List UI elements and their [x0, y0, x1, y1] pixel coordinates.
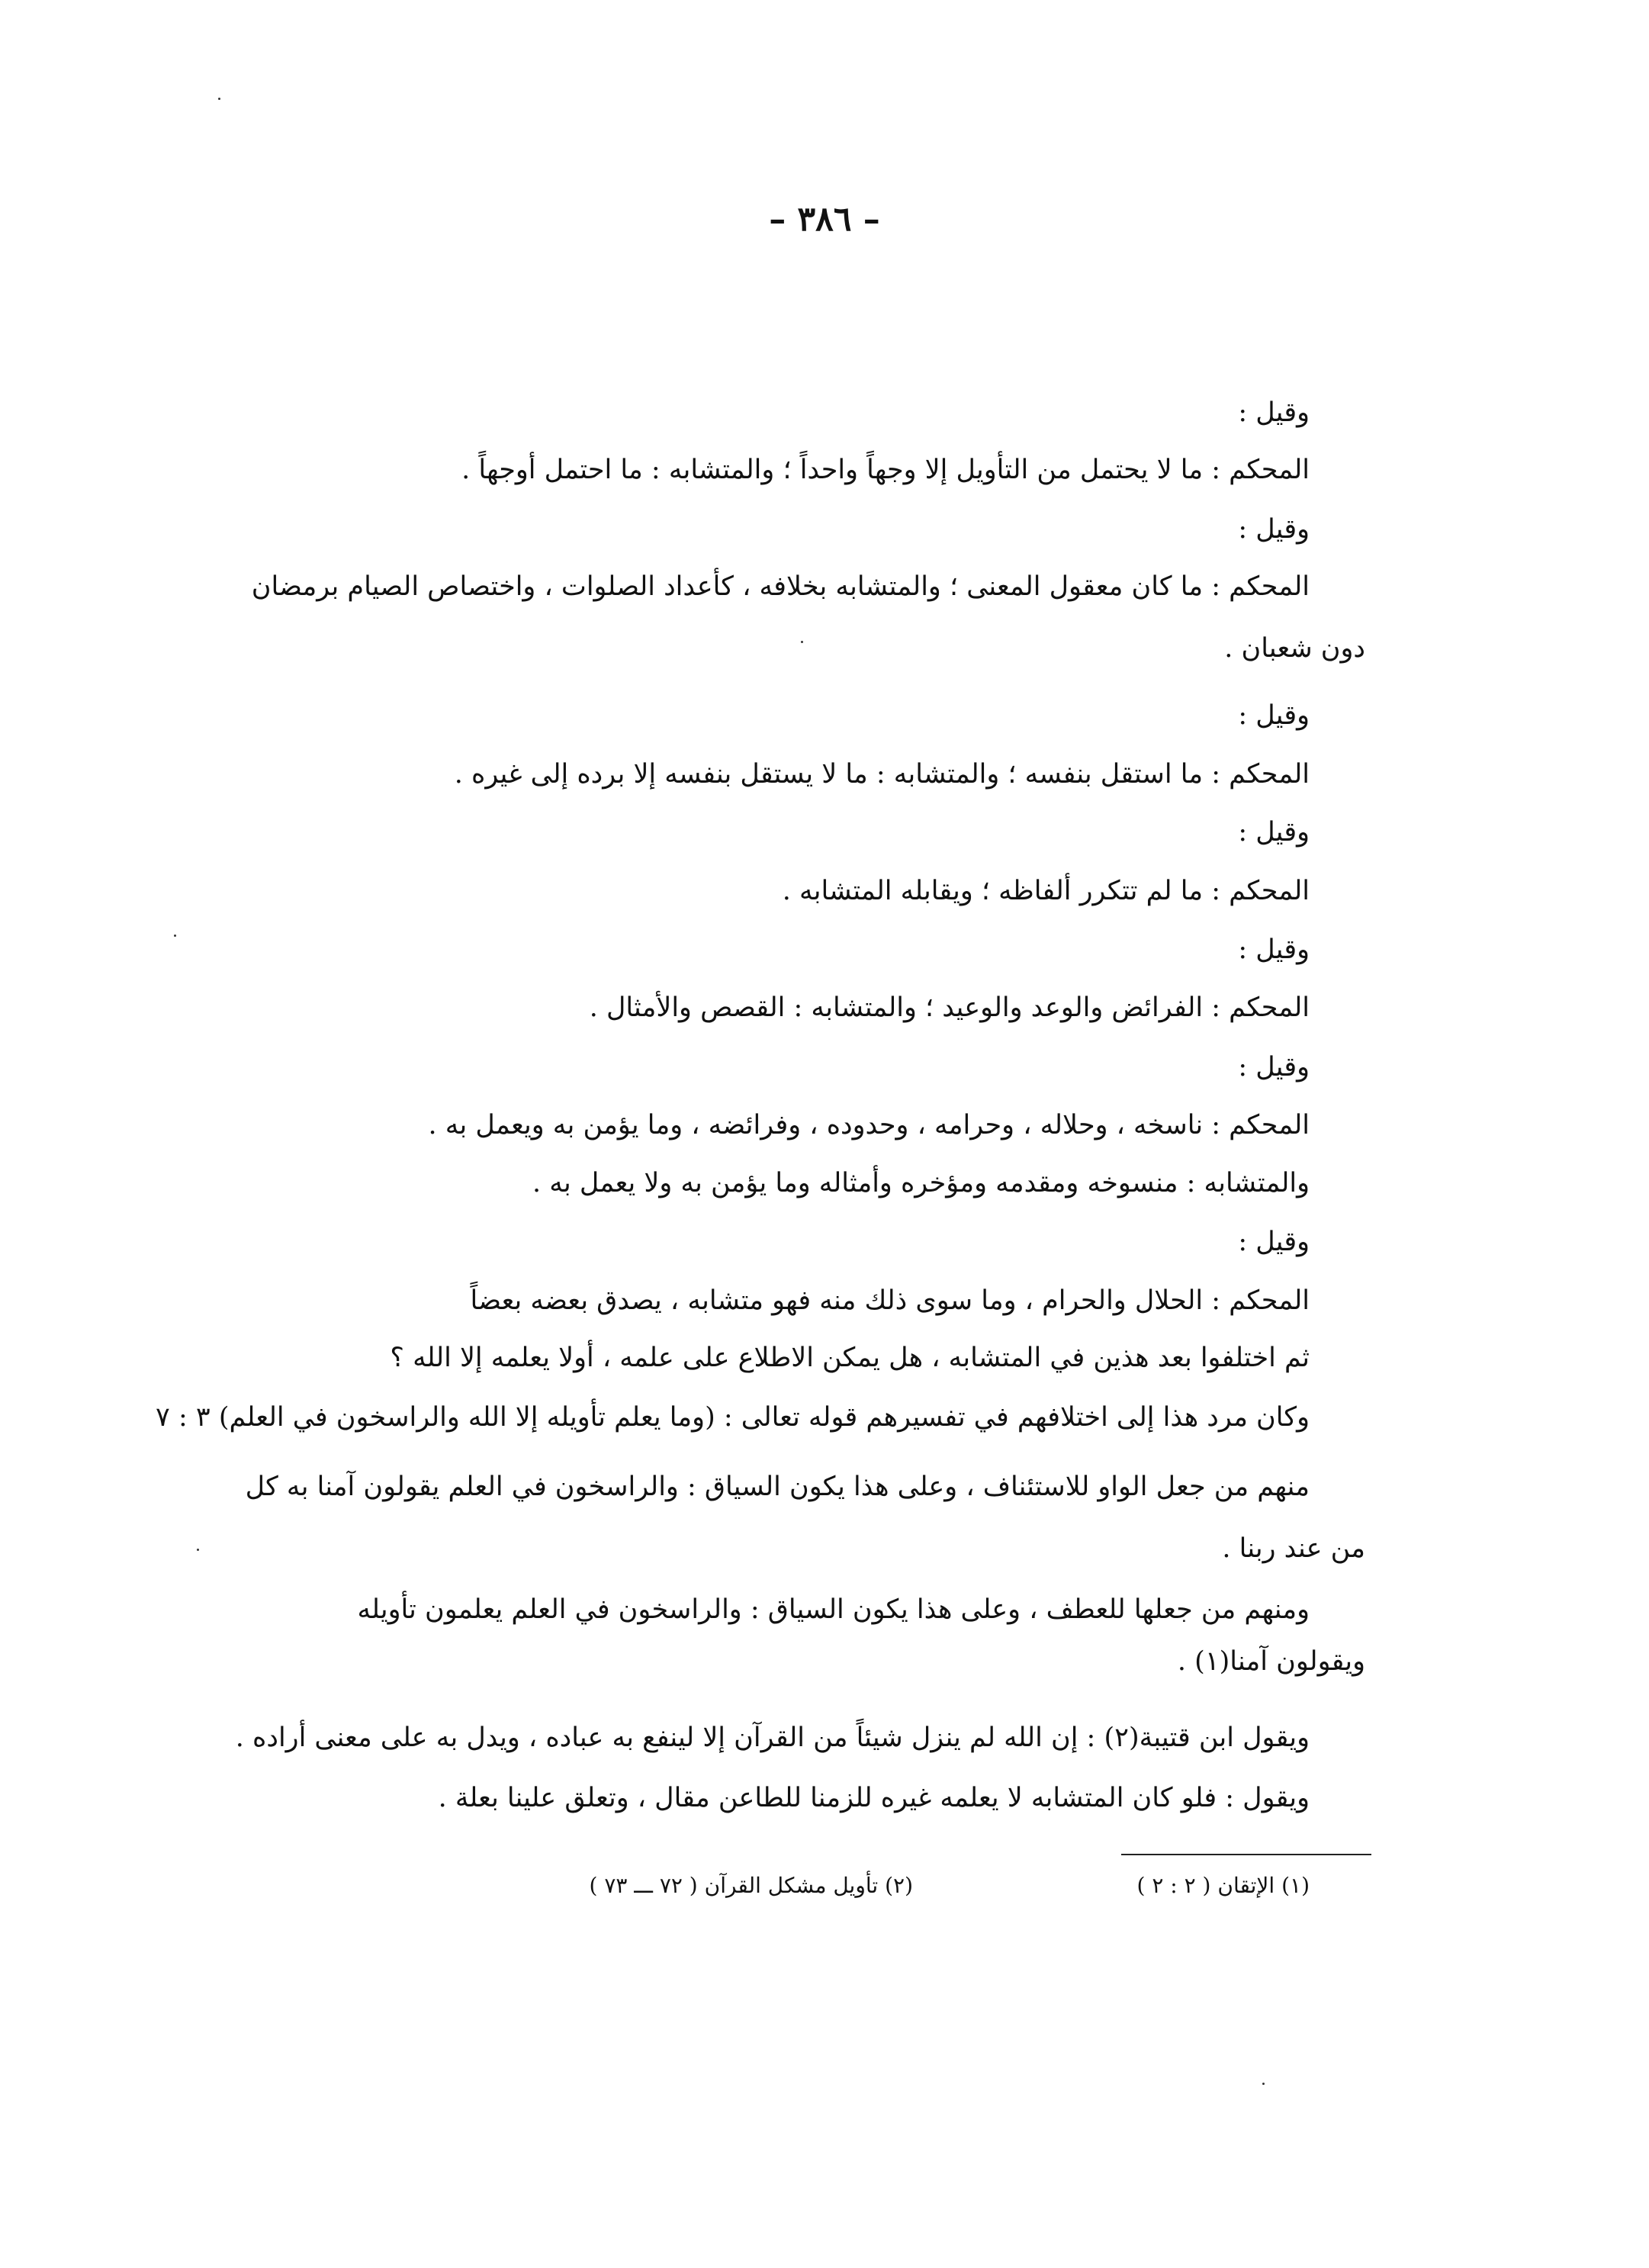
text-line: من عند ربنا .: [1222, 1533, 1365, 1564]
text-line: ثم اختلفوا بعد هذين في المتشابه ، هل يمكن الاطلاع على علمه ، أولا يعلمه إلا الله ؟: [390, 1343, 1310, 1373]
text-line: وقيل :: [1238, 397, 1310, 428]
footnote-separator: [1121, 1854, 1371, 1855]
scan-speck: [218, 98, 220, 100]
text-line: وكان مرد هذا إلى اختلافهم في تفسيرهم قوله تعالى : (وما يعلم تأويله إلا الله والراسخون في العلم) ٣ : ٧: [156, 1402, 1310, 1433]
text-line: المحكم : ناسخه ، وحلاله ، وحرامه ، وحدوده ، وفرائضه ، وما يؤمن به ويعمل به .: [428, 1110, 1310, 1140]
text-line: المحكم : ما لا يحتمل من التأويل إلا وجهاً واحداً ؛ والمتشابه : ما احتمل أوجهاً .: [461, 455, 1310, 485]
footnote: (٢) تأويل مشكل القرآن ( ٧٢ ـــ ٧٣ ): [589, 1873, 913, 1898]
scan-speck: [1262, 2083, 1265, 2085]
footnote: (١) الإتقان ( ٢ : ٢ ): [1136, 1873, 1310, 1898]
text-line: المحكم : ما استقل بنفسه ؛ والمتشابه : ما لا يستقل بنفسه إلا برده إلى غيره .: [454, 759, 1310, 790]
scan-speck: [174, 935, 176, 937]
scan-speck: [801, 641, 803, 643]
text-line: المحكم : الحلال والحرام ، وما سوى ذلك منه فهو متشابه ، يصدق بعضه بعضاً: [470, 1285, 1310, 1316]
text-line: دون شعبان .: [1224, 633, 1365, 664]
text-line: وقيل :: [1238, 935, 1310, 965]
scan-speck: [197, 1549, 199, 1551]
text-line: والمتشابه : منسوخه ومقدمه ومؤخره وأمثاله وما يؤمن به ولا يعمل به .: [532, 1168, 1310, 1198]
text-line: وقيل :: [1238, 1052, 1310, 1083]
text-line: ويقولون آمنا(١) .: [1177, 1646, 1365, 1677]
text-line: وقيل :: [1238, 1227, 1310, 1257]
text-line: وقيل :: [1238, 817, 1310, 848]
text-line: ويقول : فلو كان المتشابه لا يعلمه غيره للزمنا للطاعن مقال ، وتعلق علينا بعلة .: [438, 1783, 1310, 1813]
text-line: المحكم : ما كان معقول المعنى ؛ والمتشابه بخلافه ، كأعداد الصلوات ، واختصاص الصيام برمضان: [251, 571, 1310, 602]
page-number: – ٣٨٦ –: [769, 200, 880, 239]
text-line: وقيل :: [1238, 700, 1310, 731]
text-line: ويقول ابن قتيبة(٢) : إن الله لم ينزل شيئاً من القرآن إلا لينفع به عباده ، ويدل به على معنى أراده .: [235, 1723, 1310, 1753]
text-line: وقيل :: [1238, 514, 1310, 545]
text-line: منهم من جعل الواو للاستئناف ، وعلى هذا يكون السياق : والراسخون في العلم يقولون آمنا به كل: [245, 1472, 1310, 1502]
text-line: ومنهم من جعلها للعطف ، وعلى هذا يكون السياق : والراسخون في العلم يعلمون تأويله: [357, 1594, 1310, 1625]
text-line: المحكم : ما لم تتكرر ألفاظه ؛ ويقابله المتشابه .: [782, 876, 1310, 906]
text-line: المحكم : الفرائض والوعد والوعيد ؛ والمتشابه : القصص والأمثال .: [589, 992, 1310, 1023]
